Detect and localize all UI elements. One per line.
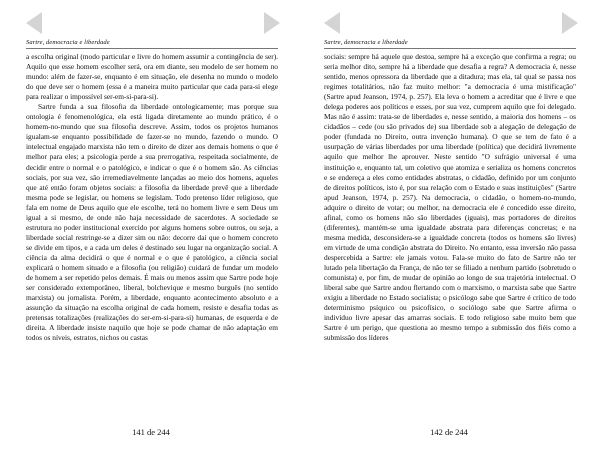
page-body — [324, 52, 576, 343]
page-body — [26, 52, 278, 343]
header-rule — [324, 48, 576, 49]
page-number: 141 de 244 — [132, 427, 170, 437]
running-head: Sartre, democracia e liberdade — [26, 39, 110, 46]
previous-page-arrow-icon[interactable] — [26, 12, 42, 34]
right-page — [306, 0, 592, 450]
paragraph: sociais: sempre há aquele que destoa, sempre há a exceção que confirma a regra; ou seria melhor dito, sempre há a liberdade que desafia a regra? A democracia é, nesse sentido, menos opressora da liberdade que a ditadura; mas ela, tal qual se passa nos regimes totalitários, não faz muito melhor: "a democracia é uma mistificação" (Sartre apud Jeanson, 1974, p. 257). Ela leva o homem a acreditar que é livre e que delega poderes aos políticos e esses, por sua vez, cumprem aquilo que foi delegado. Mas não é assim: trata-se de liberdades e, nesse sentido, a maioria dos homens – os cidadãos – cede (ou são privados de) sua liberdade sob a alegação de delegação de poder (fundada no Direito, outra invenção humana). O que se tem de fato é a usurpação de várias liberdades por uma liberdade (política) que decidirá livremente aquilo que melhor lhe aprouver. Neste sentido "O sufrágio universal é uma instituição e, enquanto tal, um coletivo que atomiza e serializa os homens concretos e se endereça a eles como entidades abstratas, o cidadão, definido por um conjunto de direitos políticos, isto é, por sua relação com o Estado e suas instituições" (Sartre apud Jeanson, 1974, p. 257). Na democracia, o cidadão, o homem-no-mundo, adquire o direito de votar; ou melhor, na democracia ele é concedido esse direito, afinal, como os homens não são liberdades (iguais), mas portadores de direitos (diferentes), mantém-se uma igualdade abstrata para diferenças concretas; e na mesma medida, desconsidera-se a igualdade concreta (todos os homens são livres) em virtude de uma condição abstrata do Direito. No entanto, essa inversão não passa despercebida a Sartre: ele jamais votou. Fala-se muito do fato de Sartre não ter lutado pela libertação da França, de não ter se filiado a nenhum partido (sobretudo o comunista) e, por fim, de mudar de opinião ao longo de sua trajetória intelectual. O liberal sabe que Sartre andou flertando com o marxismo, o marxista sabe que Sartre exigiu a liberdade no Estado socialista; o psicólogo sabe que Sartre é crítico de todo determinismo psíquico ou psicofísico, o sociólogo sabe que Sartre afirma o indivíduo livre apesar das amarras sociais. E todo religioso sabe muito bem que Sartre é um perigo, que questiona ao mesmo tempo a submissão dos fiéis como a submissão dos líderes — [324, 52, 576, 343]
header-rule — [26, 48, 278, 49]
previous-page-arrow-icon[interactable] — [324, 12, 340, 34]
next-page-arrow-icon[interactable] — [264, 12, 280, 34]
paragraph: Sartre funda a sua filosofia da liberdade ontologicamente; mas porque sua ontologia é fenomenológica, ela está ligada diretamente ao mundo prático, é o homem-no-mundo que sua filosofia descreve. Assim, todos os projetos humanos igualam-se enquanto possibilidade de fazer-se no mundo, fazendo o mundo. O intelectual engajado marxista não tem o direito de dizer aos demais homens o que é melhor para eles; a psicologia perde a sua prerrogativa, respeitada socialmente, de decidir entre o normal e o patológico, e indicar o que é o homem são. As ciências sociais, por sua vez, são irremediavelmente lançadas ao meio dos homens, aqueles que até então foram objetos sociais: a filosofia da liberdade prevê que a liberdade mesma pode se legislar, ou homens se legislam. Todo pretenso líder religioso, que fala em nome de Deus aquilo que ele escolhe, terá no homem livre e sem Deus um igual a si mesmo, de onde não haja necessidade de sacerdotes. A sociedade se estrutura no poder institucional exercido por alguns homens sobre outros, ou seja, a liberdade social restringe-se a dizer sim ou não: decorre daí que o homem concreto se divide em tipos, e a cada um deles é destinado seu lugar na organização social. A ciência da alma decidirá o que é normal e o que é patológico, a ciência social explicará o homem situado e a filosofia (ou religião) cuidará de fundar um modelo de homem a ser repetido pelos demais. É mais ou menos assim que Sartre pode hoje ser considerado extemporâneo, liberal, bolchevique e mesmo burguês (no sentido marxista) ou jornalista. Porém, a liberdade, enquanto acontecimento absoluto e a assunção da situação na escolha original de cada homem, resiste e desafia todas as pretensas totalizações (realizações do ser-em-si-para-si) humanas, de esquerda e de direita. A liberdade insiste naquilo que hoje se pode chamar de não adaptação em todos os níveis, estratos, nichos ou castas — [26, 102, 278, 343]
next-page-arrow-icon[interactable] — [562, 12, 578, 34]
right-page-nav — [306, 12, 592, 36]
left-page-nav — [8, 12, 294, 36]
paragraph: a escolha original (modo particular e livre do homem assumir a contingência de ser). Aquilo que esse homem escolher será, ora em diante, seu modelo de ser homem no mundo: além de fazer-se, enquanto é em situação, ele desenha no mundo o modelo do que deve ser o homem (essa é a maneira muito particular que cada para-si elege para realizar o impossível ser-em-si-para-si). — [26, 52, 278, 102]
running-head: Sartre, democracia e liberdade — [324, 39, 408, 46]
page-number: 142 de 244 — [430, 427, 468, 437]
left-page — [8, 0, 294, 450]
